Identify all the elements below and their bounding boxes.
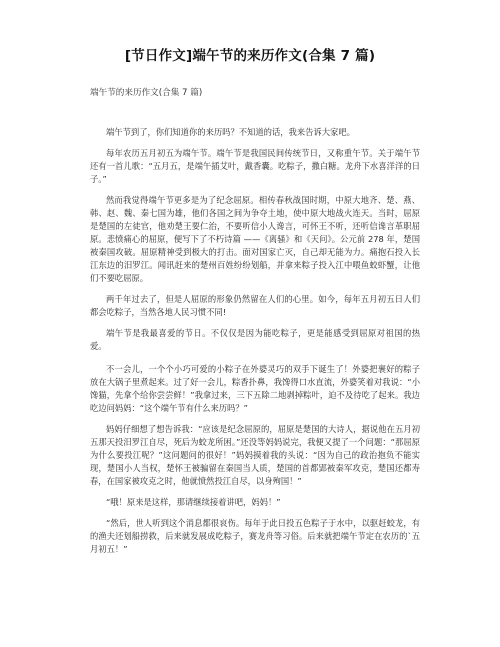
- paragraph: 不一会儿，一个个小巧可爱的小粽子在外婆灵巧的双手下诞生了！外婆把裹好的粽子放在大锅子里煮起来。过了好一会儿，粽香扑鼻，我馋得口水直流，外婆笑着对我说：“小馋猫，先拿个给你尝尝鲜！”我拿过来，三下五除二地剥掉粽叶，迫不及待吃了起来。我边吃边问妈妈：“这个端午节有什么来历吗？”: [90, 364, 420, 413]
- paragraph: 然而我觉得端午节更多是为了纪念屈原。相传春秋战国时期，中原大地齐、楚、燕、韩、赵、魏、秦七国为雄，他们各国之间为争夺土地，使中原大地战火连天。当时，屈原是楚国的左徒官，他劝楚王要仁治，不要听信小人谗言，可怀王不听，还听信谗言革职屈原。悲愤痛心的屈原，便写下了不朽诗篇 ——《离骚》和《天问》。公元前 278 年，楚国被秦国攻破。屈原精神受到极大的打击。面对国家亡灭，自己却无能为力。痛抱石投入长江东边的汨罗江。闻讯赶来的楚州百姓纷纷划船，并拿来粽子投入江中喂鱼蛟虾蟹，让他们不要吃屈原。: [90, 195, 420, 283]
- paragraph: 妈妈仔细想了想告诉我：“应该是纪念屈原的，屈原是楚国的大诗人，据说他在五月初五那天投汨罗江自尽，死后为蛟龙所困。”还没等妈妈说完，我便又提了一个问题：“那屈原为什么要投江呢？”这问题问的很好！”妈妈摸着我的头说：“因为自己的政治抱负不能实现，楚国小人当权，楚怀王被骗留在秦国当人质，楚国的首都郢被秦军攻克，楚国还都寿春，在国家被攻克之时，他就愤然投江自尽，以身殉国！”: [90, 424, 420, 486]
- document-body: [90, 126, 420, 564]
- document-title: [节日作文]端午节的来历作文(合集 7 篇): [124, 48, 376, 64]
- paragraph: “哦！原来是这样，那请继续接着讲吧，妈妈！”: [106, 497, 281, 507]
- paragraph: 端午节是我最喜爱的节日。不仅仅是因为能吃粽子，更是能感受到屈原对祖国的热爱。: [90, 328, 420, 351]
- paragraph: 每年农历五月初五为端午节。端午节是我国民间传统节日，又称重午节。关于端午节还有一首儿歌：“五月五，是端午插艾叶，戴香囊。吃粽子，撒白糖。龙舟下水喜洋洋的日子。”: [90, 148, 420, 184]
- paragraph: 端午节到了，你们知道你的来历吗？不知道的话，我来告诉大家吧。: [106, 127, 355, 137]
- document-subtitle: 端午节的来历作文(合集 7 篇): [90, 88, 203, 98]
- paragraph: 两千年过去了，但是人屈原的形象仍然留在人们的心里。如今，每年五月初五日人们都会吃粽子，当然各地人民习惯不同!: [90, 294, 420, 317]
- paragraph: “然后，世人听到这个消息都很哀伤。每年于此日投五色粽子于水中，以驱赶蛟龙，有的渔夫还划船捞救，后来就发展成吃粽子，赛龙舟等习俗。后来就把端午节定在农历的`五月初五！”: [90, 518, 420, 554]
